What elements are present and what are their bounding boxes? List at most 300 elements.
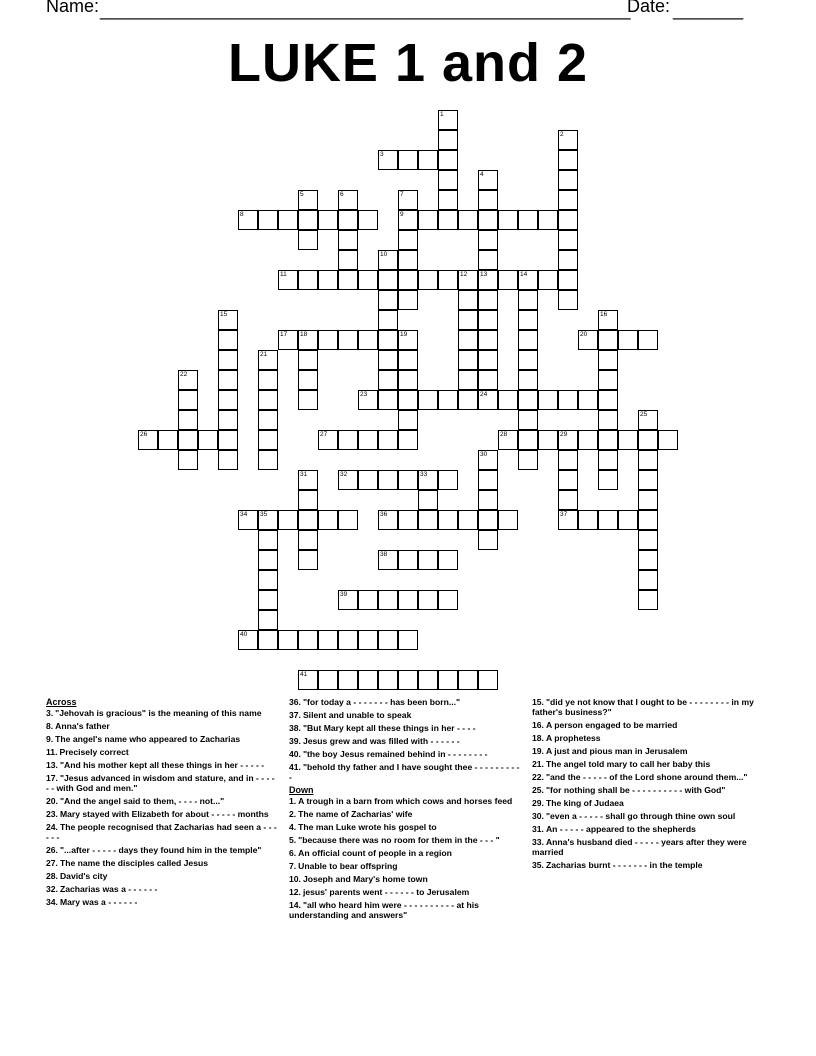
grid-cell[interactable] — [298, 510, 318, 530]
clue-number: 5 — [300, 191, 304, 198]
grid-cell[interactable] — [418, 550, 438, 570]
grid-cell[interactable] — [438, 470, 458, 490]
clue-number: 15 — [220, 311, 228, 318]
grid-cell[interactable] — [558, 130, 578, 150]
grid-cell[interactable] — [258, 450, 278, 470]
grid-cell[interactable] — [598, 410, 618, 430]
grid-cell[interactable] — [518, 330, 538, 350]
clue-item-number: 27. — [46, 858, 58, 868]
grid-cell[interactable] — [558, 290, 578, 310]
grid-cell[interactable] — [518, 270, 538, 290]
grid-cell[interactable] — [438, 390, 458, 410]
grid-cell[interactable] — [478, 290, 498, 310]
grid-cell[interactable] — [398, 630, 418, 650]
grid-cell[interactable] — [298, 490, 318, 510]
clue-item — [532, 759, 764, 769]
clue-item — [46, 871, 278, 881]
clue-item-number: 11. — [46, 747, 58, 757]
grid-cell[interactable] — [238, 630, 258, 650]
clue-item — [532, 824, 764, 834]
grid-cell[interactable] — [178, 370, 198, 390]
clue-item-number: 33. — [532, 837, 544, 847]
grid-cell[interactable] — [218, 370, 238, 390]
grid-cell[interactable] — [258, 570, 278, 590]
grid-cell[interactable] — [338, 190, 358, 210]
grid-cell[interactable] — [278, 510, 298, 530]
grid-cell[interactable] — [338, 470, 358, 490]
grid-cell[interactable] — [598, 390, 618, 410]
grid-cell[interactable] — [378, 590, 398, 610]
grid-cell[interactable] — [218, 430, 238, 450]
grid-cell[interactable] — [578, 330, 598, 350]
grid-cell[interactable] — [638, 550, 658, 570]
clue-item-number: 32. — [46, 884, 58, 894]
grid-cell[interactable] — [438, 590, 458, 610]
grid-cell[interactable] — [438, 130, 458, 150]
grid-cell[interactable] — [438, 270, 458, 290]
clue-item-text: David's city — [59, 871, 108, 881]
grid-cell[interactable] — [638, 590, 658, 610]
clue-item-text: "did ye not know that I ought to be - - - - - - - - in my father's business?" — [532, 697, 754, 717]
grid-cell[interactable] — [298, 190, 318, 210]
grid-cell[interactable] — [458, 510, 478, 530]
clue-number: 22 — [180, 371, 188, 378]
clue-item — [289, 723, 521, 733]
clue-item-text: "for today a - - - - - - - has been born..." — [302, 697, 461, 707]
clue-item-number: 20. — [46, 796, 58, 806]
grid-cell[interactable] — [558, 450, 578, 470]
clue-item — [289, 900, 521, 920]
grid-cell[interactable] — [318, 330, 338, 350]
grid-cell[interactable] — [278, 270, 298, 290]
grid-cell[interactable] — [558, 250, 578, 270]
grid-cell[interactable] — [178, 410, 198, 430]
grid-cell[interactable] — [498, 390, 518, 410]
grid-cell[interactable] — [598, 350, 618, 370]
grid-cell[interactable] — [338, 230, 358, 250]
clue-item-number: 39. — [289, 736, 301, 746]
grid-cell[interactable] — [498, 510, 518, 530]
clue-number: 39 — [340, 591, 348, 598]
clue-number: 41 — [300, 671, 308, 678]
grid-cell[interactable] — [298, 230, 318, 250]
grid-cell[interactable] — [378, 630, 398, 650]
clue-number: 19 — [400, 331, 408, 338]
grid-cell[interactable] — [438, 210, 458, 230]
grid-cell[interactable] — [638, 570, 658, 590]
grid-cell[interactable] — [258, 590, 278, 610]
grid-cell[interactable] — [398, 290, 418, 310]
clue-item-number: 21. — [532, 759, 544, 769]
clue-item-text: The angel's name who appeared to Zacharias — [55, 734, 241, 744]
grid-cell[interactable] — [598, 450, 618, 470]
grid-cell[interactable] — [418, 590, 438, 610]
grid-cell[interactable] — [398, 150, 418, 170]
grid-cell[interactable] — [638, 470, 658, 490]
grid-cell[interactable] — [458, 270, 478, 290]
grid-cell[interactable] — [418, 150, 438, 170]
grid-cell[interactable] — [518, 310, 538, 330]
grid-cell[interactable] — [558, 190, 578, 210]
grid-cell[interactable] — [258, 630, 278, 650]
grid-cell[interactable] — [358, 590, 378, 610]
grid-cell[interactable] — [478, 510, 498, 530]
clue-item — [532, 772, 764, 782]
grid-cell[interactable] — [318, 430, 338, 450]
grid-cell[interactable] — [458, 290, 478, 310]
grid-cell[interactable] — [378, 510, 398, 530]
grid-cell[interactable] — [298, 270, 318, 290]
grid-cell[interactable] — [398, 550, 418, 570]
grid-cell[interactable] — [378, 670, 398, 690]
grid-cell[interactable] — [598, 510, 618, 530]
grid-cell[interactable] — [298, 350, 318, 370]
clue-item — [532, 798, 764, 808]
grid-cell[interactable] — [338, 670, 358, 690]
grid-cell[interactable] — [258, 390, 278, 410]
grid-cell[interactable] — [518, 290, 538, 310]
clue-item-number: 19. — [532, 746, 544, 756]
clue-item-text: Unable to bear offspring — [298, 861, 398, 871]
grid-cell[interactable] — [558, 470, 578, 490]
grid-cell[interactable] — [418, 510, 438, 530]
clue-item-number: 9. — [46, 734, 54, 744]
grid-cell[interactable] — [638, 410, 658, 430]
grid-cell[interactable] — [458, 390, 478, 410]
grid-cell[interactable] — [638, 490, 658, 510]
clue-item-text: "...after - - - - - days they found him in the temple" — [59, 845, 262, 855]
grid-cell[interactable] — [358, 390, 378, 410]
grid-cell[interactable] — [638, 510, 658, 530]
clue-item — [46, 721, 278, 731]
grid-cell[interactable] — [598, 330, 618, 350]
grid-cell[interactable] — [378, 470, 398, 490]
grid-cell[interactable] — [258, 610, 278, 630]
clue-item-text: The angel told mary to call her baby this — [545, 759, 711, 769]
grid-cell[interactable] — [478, 170, 498, 190]
grid-cell[interactable] — [478, 310, 498, 330]
grid-cell[interactable] — [618, 510, 638, 530]
grid-cell[interactable] — [438, 170, 458, 190]
clue-item — [46, 773, 278, 793]
clue-item-text: An official count of people in a region — [298, 848, 452, 858]
clue-item — [289, 822, 521, 832]
grid-cell[interactable] — [378, 330, 398, 350]
grid-cell[interactable] — [418, 390, 438, 410]
grid-cell[interactable] — [558, 230, 578, 250]
grid-cell[interactable] — [318, 630, 338, 650]
grid-cell[interactable] — [298, 210, 318, 230]
grid-cell[interactable] — [558, 210, 578, 230]
grid-cell[interactable] — [418, 270, 438, 290]
grid-cell[interactable] — [178, 430, 198, 450]
grid-cell[interactable] — [578, 430, 598, 450]
grid-cell[interactable] — [318, 670, 338, 690]
grid-cell[interactable] — [418, 490, 438, 510]
grid-cell[interactable] — [538, 270, 558, 290]
grid-cell[interactable] — [518, 210, 538, 230]
clue-number: 1 — [440, 111, 444, 118]
grid-cell[interactable] — [458, 670, 478, 690]
grid-cell[interactable] — [378, 430, 398, 450]
grid-cell[interactable] — [478, 530, 498, 550]
clue-number: 2 — [560, 131, 564, 138]
grid-cell[interactable] — [358, 470, 378, 490]
grid-cell[interactable] — [338, 270, 358, 290]
grid-cell[interactable] — [618, 430, 638, 450]
grid-cell[interactable] — [358, 330, 378, 350]
clue-item-number: 1. — [289, 796, 297, 806]
grid-cell[interactable] — [438, 110, 458, 130]
grid-cell[interactable] — [498, 270, 518, 290]
grid-cell[interactable] — [378, 150, 398, 170]
grid-cell[interactable] — [458, 310, 478, 330]
grid-cell[interactable] — [478, 450, 498, 470]
clue-number: 25 — [640, 411, 648, 418]
grid-cell[interactable] — [478, 350, 498, 370]
grid-cell[interactable] — [258, 410, 278, 430]
grid-cell[interactable] — [358, 630, 378, 650]
grid-cell[interactable] — [598, 470, 618, 490]
grid-cell[interactable] — [338, 330, 358, 350]
grid-cell[interactable] — [218, 330, 238, 350]
grid-cell[interactable] — [458, 210, 478, 230]
grid-cell[interactable] — [218, 350, 238, 370]
grid-cell[interactable] — [258, 530, 278, 550]
clue-item-text: "and the - - - - - of the Lord shone around them..." — [545, 772, 748, 782]
grid-cell[interactable] — [398, 330, 418, 350]
grid-cell[interactable] — [518, 430, 538, 450]
grid-cell[interactable] — [498, 210, 518, 230]
grid-cell[interactable] — [398, 230, 418, 250]
grid-cell[interactable] — [338, 630, 358, 650]
grid-cell[interactable] — [598, 430, 618, 450]
grid-cell[interactable] — [358, 210, 378, 230]
clue-item-number: 18. — [532, 733, 544, 743]
grid-cell[interactable] — [378, 370, 398, 390]
clue-item — [289, 762, 521, 782]
grid-cell[interactable] — [518, 410, 538, 430]
grid-cell[interactable] — [458, 370, 478, 390]
grid-cell[interactable] — [198, 430, 218, 450]
grid-cell[interactable] — [478, 330, 498, 350]
grid-cell[interactable] — [398, 510, 418, 530]
grid-cell[interactable] — [218, 410, 238, 430]
clue-item-number: 30. — [532, 811, 544, 821]
clue-item-text: Mary was a - - - - - - — [59, 897, 138, 907]
grid-cell[interactable] — [398, 410, 418, 430]
grid-cell[interactable] — [318, 210, 338, 230]
grid-cell[interactable] — [378, 290, 398, 310]
grid-cell[interactable] — [518, 390, 538, 410]
grid-cell[interactable] — [438, 150, 458, 170]
grid-cell[interactable] — [338, 210, 358, 230]
grid-cell[interactable] — [538, 430, 558, 450]
grid-cell[interactable] — [478, 270, 498, 290]
grid-cell[interactable] — [578, 510, 598, 530]
grid-cell[interactable] — [398, 670, 418, 690]
grid-cell[interactable] — [478, 670, 498, 690]
grid-cell[interactable] — [638, 330, 658, 350]
clue-item-number: 3. — [46, 708, 54, 718]
grid-cell[interactable] — [398, 210, 418, 230]
grid-cell[interactable] — [438, 550, 458, 570]
clue-number: 31 — [300, 471, 308, 478]
grid-cell[interactable] — [558, 170, 578, 190]
grid-cell[interactable] — [478, 390, 498, 410]
grid-cell[interactable] — [618, 330, 638, 350]
grid-cell[interactable] — [538, 390, 558, 410]
grid-cell[interactable] — [558, 270, 578, 290]
grid-cell[interactable] — [258, 210, 278, 230]
grid-cell[interactable] — [478, 470, 498, 490]
clue-item-text: "But Mary kept all these things in her - - - - — [302, 723, 476, 733]
clue-number: 21 — [260, 351, 268, 358]
grid-cell[interactable] — [278, 630, 298, 650]
grid-cell[interactable] — [238, 510, 258, 530]
grid-cell[interactable] — [418, 670, 438, 690]
grid-cell[interactable] — [458, 350, 478, 370]
grid-cell[interactable] — [398, 350, 418, 370]
clue-item — [289, 874, 521, 884]
grid-cell[interactable] — [338, 250, 358, 270]
grid-cell[interactable] — [558, 510, 578, 530]
grid-cell[interactable] — [478, 190, 498, 210]
grid-cell[interactable] — [558, 150, 578, 170]
grid-cell[interactable] — [378, 550, 398, 570]
clue-item-number: 12. — [289, 887, 301, 897]
grid-cell[interactable] — [378, 390, 398, 410]
grid-cell[interactable] — [338, 510, 358, 530]
grid-cell[interactable] — [298, 390, 318, 410]
grid-cell[interactable] — [398, 430, 418, 450]
grid-cell[interactable] — [638, 430, 658, 450]
grid-cell[interactable] — [478, 490, 498, 510]
grid-cell[interactable] — [218, 390, 238, 410]
grid-cell[interactable] — [398, 590, 418, 610]
grid-cell[interactable] — [298, 670, 318, 690]
grid-cell[interactable] — [238, 210, 258, 230]
grid-cell[interactable] — [558, 430, 578, 450]
grid-cell[interactable] — [478, 230, 498, 250]
grid-cell[interactable] — [478, 250, 498, 270]
clue-item — [289, 736, 521, 746]
grid-cell[interactable] — [258, 370, 278, 390]
page-title: LUKE 1 and 2 — [227, 33, 589, 93]
clue-item-number: 7. — [289, 861, 297, 871]
clue-item-number: 15. — [532, 697, 544, 707]
grid-cell[interactable] — [638, 450, 658, 470]
clue-item-text: Zacharias burnt - - - - - - - in the temple — [545, 860, 703, 870]
grid-cell[interactable] — [438, 510, 458, 530]
grid-cell[interactable] — [398, 190, 418, 210]
grid-cell[interactable] — [518, 370, 538, 390]
clue-item-text: The name the disciples called Jesus — [59, 858, 209, 868]
grid-cell[interactable] — [258, 550, 278, 570]
grid-cell[interactable] — [518, 350, 538, 370]
grid-cell[interactable] — [158, 430, 178, 450]
grid-cell[interactable] — [398, 270, 418, 290]
grid-cell[interactable] — [418, 210, 438, 230]
grid-cell[interactable] — [498, 430, 518, 450]
grid-cell[interactable] — [598, 370, 618, 390]
grid-cell[interactable] — [218, 450, 238, 470]
clue-item — [46, 822, 278, 842]
clue-number: 7 — [400, 191, 404, 198]
grid-cell[interactable] — [358, 270, 378, 290]
clue-item-text: The people recognised that Zacharias had seen a - - - - - - — [46, 822, 277, 842]
grid-cell[interactable] — [298, 530, 318, 550]
grid-cell[interactable] — [298, 470, 318, 490]
clue-item-text: "even a - - - - - shall go through thine own soul — [545, 811, 736, 821]
clue-number: 37 — [560, 511, 568, 518]
grid-cell[interactable] — [578, 390, 598, 410]
clue-item-text: The king of Judaea — [545, 798, 624, 808]
grid-cell[interactable] — [178, 450, 198, 470]
grid-cell[interactable] — [478, 210, 498, 230]
grid-cell[interactable] — [378, 350, 398, 370]
grid-cell[interactable] — [378, 250, 398, 270]
grid-cell[interactable] — [258, 430, 278, 450]
clue-item-number: 34. — [46, 897, 58, 907]
grid-cell[interactable] — [298, 550, 318, 570]
grid-cell[interactable] — [218, 310, 238, 330]
grid-cell[interactable] — [518, 450, 538, 470]
grid-cell[interactable] — [298, 370, 318, 390]
grid-cell[interactable] — [418, 470, 438, 490]
grid-cell[interactable] — [318, 510, 338, 530]
grid-cell[interactable] — [278, 210, 298, 230]
grid-cell[interactable] — [438, 670, 458, 690]
grid-cell[interactable] — [358, 670, 378, 690]
grid-cell[interactable] — [398, 250, 418, 270]
grid-cell[interactable] — [398, 390, 418, 410]
grid-cell[interactable] — [138, 430, 158, 450]
grid-cell[interactable] — [638, 530, 658, 550]
grid-cell[interactable] — [178, 390, 198, 410]
grid-cell[interactable] — [298, 630, 318, 650]
grid-cell[interactable] — [378, 310, 398, 330]
grid-cell[interactable] — [338, 590, 358, 610]
grid-cell[interactable] — [278, 330, 298, 350]
clue-item-text: Silent and unable to speak — [302, 710, 412, 720]
clue-column-2 — [289, 697, 521, 923]
grid-cell[interactable] — [378, 270, 398, 290]
grid-cell[interactable] — [398, 470, 418, 490]
grid-cell[interactable] — [318, 270, 338, 290]
grid-cell[interactable] — [658, 430, 678, 450]
grid-cell[interactable] — [358, 430, 378, 450]
grid-cell[interactable] — [538, 210, 558, 230]
grid-cell[interactable] — [558, 390, 578, 410]
clue-number: 23 — [360, 391, 368, 398]
grid-cell[interactable] — [478, 370, 498, 390]
clue-number: 38 — [380, 551, 388, 558]
grid-cell[interactable] — [398, 370, 418, 390]
grid-cell[interactable] — [458, 330, 478, 350]
clue-item-number: 4. — [289, 822, 297, 832]
grid-cell[interactable] — [298, 330, 318, 350]
grid-cell[interactable] — [598, 310, 618, 330]
clue-number: 33 — [420, 471, 428, 478]
clue-item-number: 23. — [46, 809, 58, 819]
grid-cell[interactable] — [258, 510, 278, 530]
grid-cell[interactable] — [258, 350, 278, 370]
grid-cell[interactable] — [558, 490, 578, 510]
clue-item-text: A person engaged to be married — [545, 720, 678, 730]
grid-cell[interactable] — [438, 190, 458, 210]
grid-cell[interactable] — [338, 430, 358, 450]
